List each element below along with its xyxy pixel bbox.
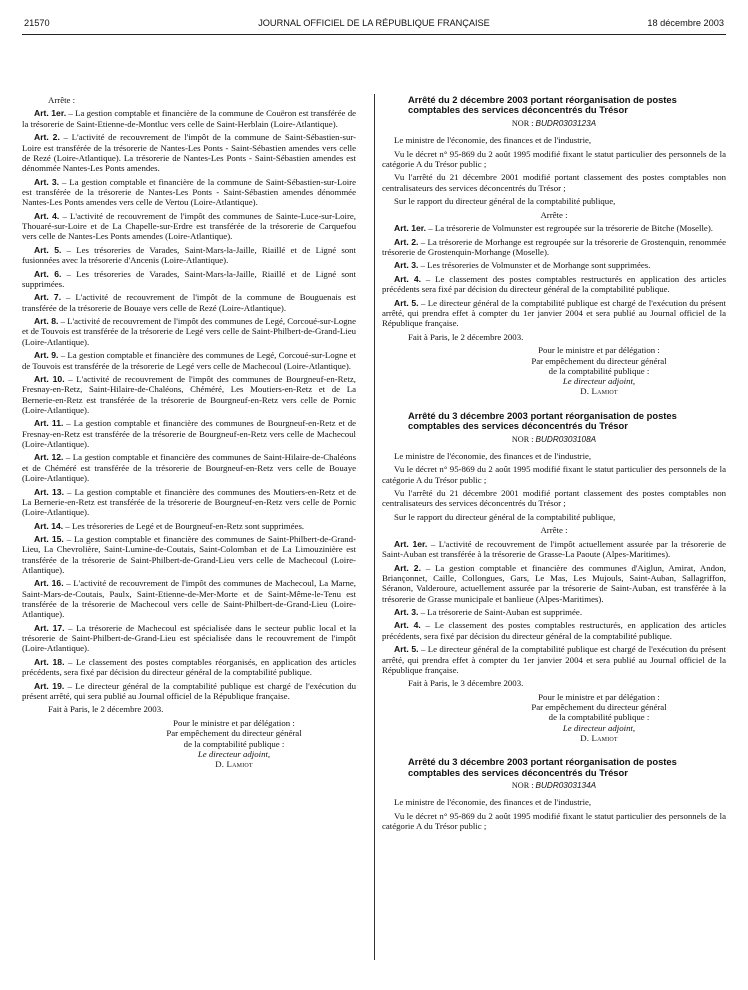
article-text: – L'activité de recouvrement de l'impôt des communes de Bourgneuf-en-Retz, Fresnay-en-Retz, Saint-Hilaire-de-Chaléons, Chéméré, Les Moutiers-en-Retz et de La Bernerie-en-Retz est transférée de la trésorerie de Bourgneuf-en-Retz vers celle de Pornic (Loire-Atlantique). (22, 374, 356, 415)
preamble-paragraph: Le ministre de l'économie, des finances et de l'industrie, (394, 450, 592, 461)
sig-line: Par empêchement du directeur général (531, 355, 667, 366)
article-paragraph (382, 539, 726, 560)
sig-line: de la comptabilité publique : (548, 365, 650, 376)
article-text: – Le directeur général de la comptabilité publique est chargé de l'exécution du présent arrêté, qui prendra effet à compter du 1er janvier 2004 et sera publié au Journal officiel de la République française. (382, 297, 726, 329)
fait-line: Fait à Paris, le 3 décembre 2003. (408, 678, 524, 689)
article-number: Art. 2. (394, 236, 419, 247)
signature-block (382, 345, 726, 396)
article-number: Art. 11. (34, 418, 64, 429)
article-text: – L'activité de recouvrement de l'impôt de la commune de Bouguenais est transférée de la trésorerie de Bouaye vers celle de Rezé (Loire-Atlantique). (22, 292, 356, 313)
article-number: Art. 5. (394, 644, 419, 655)
article-number: Art. 17. (34, 622, 65, 633)
article-number: Art. 8. (34, 316, 59, 327)
article-number: Art. 1er. (394, 538, 428, 549)
fait-line: Fait à Paris, le 2 décembre 2003. (48, 704, 164, 715)
left-articles (22, 108, 356, 701)
article-paragraph (22, 108, 356, 129)
article-paragraph (22, 374, 356, 415)
article-paragraph (382, 274, 726, 295)
decree-1 (382, 95, 726, 397)
article-text: – La gestion comptable et financière de la commune de Saint-Sébastien-sur-Loire est transférée de la trésorerie de Nantes-Les Ponts - Saint-Sébastien amendes dénommée Nantes-Les Ponts amendes vers celle de Vertou (Loire-Atlantique). (22, 176, 357, 208)
sig-name: D. Lamiot (580, 386, 618, 397)
article-paragraph (22, 177, 356, 208)
decree-2 (382, 411, 726, 744)
preamble-paragraph: Sur le rapport du directeur général de la comptabilité publique, (394, 196, 616, 207)
article-number: Art. 3. (34, 176, 60, 187)
article-number: Art. 13. (34, 486, 64, 497)
article-number: Art. 3. (394, 606, 419, 617)
article-text: – La gestion comptable et financière de la commune de Couëron est transférée de la trésorerie de Saint-Etienne-de-Montluc vers celle de Saint-Herblain (Loire-Atlantique). (22, 108, 357, 129)
sig-line: Pour le ministre et par délégation : (538, 345, 660, 356)
article-number: Art. 19. (34, 680, 65, 691)
decree-title: Arrêté du 3 décembre 2003 portant réorganisation de postes comptables des services déconcentrés du Trésor (408, 409, 677, 432)
article-text: – La gestion comptable et financière des communes de Bourgneuf-en-Retz et de Fresnay-en-Retz est transférée de la trésorerie de Bourgneuf-en-Retz vers celle de Machecoul (Loire-Atlantique). (22, 418, 356, 449)
article-text: – La trésorerie de Morhange est regroupée sur la trésorerie de Grostenquin, renommée trésorerie de Grostenquin-Morhange (Moselle). (382, 236, 726, 257)
article-number: Art. 6. (34, 268, 62, 279)
preamble (382, 451, 726, 522)
article-text: – Le classement des postes comptables restructurés en application des articles précédents sera fixé par décision du directeur général de la comptabilité publique. (382, 273, 726, 295)
article-paragraph (22, 350, 356, 371)
article-number: Art. 1er. (394, 223, 427, 234)
signature-block (382, 692, 726, 743)
article-paragraph (22, 269, 356, 290)
preamble-paragraph: Vu l'arrêté du 21 décembre 2001 modifié portant classement des postes comptables non centralisateurs des services déconcentrés du Trésor ; (382, 172, 726, 193)
article-text: – La gestion comptable et financière des communes de Saint-Hilaire-de-Chaléons et de Chéméré est transférée de la trésorerie de Bourgneuf-en-Retz vers celle de Bouaye (Loire-Atlantique). (22, 452, 357, 484)
decree-title: Arrêté du 2 décembre 2003 portant réorganisation de postes comptables des services déconcentrés du Trésor (408, 94, 677, 116)
arrete-label: Arrête : (48, 95, 76, 105)
article-paragraph (382, 298, 726, 329)
article-number: Art. 4. (394, 620, 421, 631)
sig-line: de la comptabilité publique : (548, 712, 650, 723)
article-number: Art. 1er. (34, 108, 67, 119)
preamble-paragraph: Vu l'arrêté du 21 décembre 2001 modifié portant classement des postes comptables non centralisateurs des services déconcentrés du Trésor ; (382, 488, 726, 509)
article-number: Art. 15. (34, 534, 64, 545)
nor-line: NOR : BUDR0303134A (511, 781, 597, 791)
article-paragraph (382, 563, 726, 604)
sig-line: Par empêchement du directeur général (166, 728, 302, 739)
article-text: – L'activité de recouvrement de l'impôt des communes de Sainte-Luce-sur-Loire, Thouaré-sur-Loire et de La Chapelle-sur-Erdre est transférée de la trésorerie de Carquefou vers celle de Nantes-Les Ponts amendes (Loire-Atlantique). (22, 210, 357, 242)
page-header (24, 18, 724, 30)
left-column (22, 95, 356, 769)
article-paragraph (22, 521, 356, 531)
articles (382, 539, 726, 675)
article-text: – La gestion comptable et financière des communes de Saint-Philbert-de-Grand-Lieu, La Chevrolière, Saint-Lumine-de-Coutais, Saint-Colomban et de La Limouzinière est transférée de la trésorerie de Saint-Philbert-de-Grand-Lieu vers celle de Machecoul (Loire-Atlantique). (22, 534, 356, 575)
article-number: Art. 3. (394, 260, 419, 271)
article-paragraph (382, 644, 726, 675)
article-paragraph (22, 316, 356, 347)
article-paragraph (22, 418, 356, 449)
article-number: Art. 14. (34, 520, 64, 531)
article-text: – Les trésoreries de Legé et de Bourgneuf-en-Retz sont supprimées. (65, 520, 305, 531)
article-text: – La trésorerie de Saint-Auban est supprimée. (420, 606, 583, 617)
article-paragraph (382, 620, 726, 641)
article-paragraph (382, 260, 726, 270)
preamble (382, 135, 726, 206)
article-paragraph (22, 657, 356, 678)
article-text: – La gestion comptable et financière des communes d'Aiglun, Amirat, Andon, Briançonnet, Caille, Collongues, Gars, Le Mas, Les Mujouls, Saint-Auban, Sallagriffon, Séranon, Valderoure, actuellement assurée par la trésorerie de Saint-Auban, est transférée à la trésorerie de Grasse municipale et banlieue (Alpes-Maritimes). (382, 562, 727, 604)
article-number: Art. 7. (34, 292, 62, 303)
article-number: Art. 12. (34, 452, 64, 463)
preamble (382, 797, 726, 831)
issue-date: 18 décembre 2003 (647, 18, 724, 28)
article-paragraph (382, 237, 726, 258)
article-paragraph (22, 292, 356, 313)
sig-title: Le directeur adjoint, (562, 722, 636, 733)
article-text: – Le directeur général de la comptabilité publique est chargé de l'exécution du présent arrêté, qui sera publié au Journal officiel de la République française. (22, 680, 357, 701)
article-paragraph (22, 578, 356, 619)
article-text: – Le classement des postes comptables restructurés, en application des articles précédents, sera fixé par décision du directeur général de la comptabilité publique. (382, 620, 726, 641)
article-text: – L'activité de recouvrement de l'impôt des communes de Legé, Corcoué-sur-Logne et de Touvois est transférée de la trésorerie de Legé vers celle de Saint-Philbert-de-Grand-Lieu (Loire-Atlantique). (22, 316, 356, 347)
sig-line: de la comptabilité publique : (183, 738, 285, 749)
article-text: – Le directeur général de la comptabilité publique est chargé de l'exécution du présent arrêté, qui prendra effet à compter du 1er janvier 2004 et sera publié au Journal officiel de la République française. (382, 644, 726, 675)
article-paragraph (22, 452, 356, 483)
preamble-paragraph: Vu le décret n° 95-869 du 2 août 1995 modifié fixant le statut particulier des personnels de la catégorie A du Trésor public ; (382, 810, 726, 832)
article-text: – Les trésoreries de Varades, Saint-Mars-la-Jaille, Riaillé et de Ligné sont fusionnées avec la trésorerie d'Ancenis (Loire-Atlantique). (22, 244, 356, 266)
sig-line: Pour le ministre et par délégation : (173, 717, 295, 728)
nor-line: NOR : BUDR0303108A (511, 434, 597, 444)
article-paragraph (22, 534, 356, 575)
sig-name: D. Lamiot (580, 733, 618, 743)
preamble-paragraph: Le ministre de l'économie, des finances et de l'industrie, (394, 135, 592, 146)
article-number: Art. 16. (34, 578, 64, 589)
article-number: Art. 4. (394, 273, 422, 284)
decree-title: Arrêté du 3 décembre 2003 portant réorganisation de postes comptables des services déconcentrés du Trésor (408, 756, 677, 778)
article-paragraph (382, 607, 726, 617)
article-text: – Les trésoreries de Varades, Saint-Mars-la-Jaille, Riaillé et de Ligné sont supprimées. (22, 268, 356, 289)
article-text: – L'activité de recouvrement de l'impôt de la commune de Saint-Sébastien-sur-Loire est transférée de la trésorerie de Nantes-Les Ponts - Saint-Sébastien amendes vers celle de Rezé (Loire-Atlantique). La trésorerie de Nantes-Les Ponts - Saint-Sébastien amendes est dénommée Nantes-Les Ponts amendes. (22, 132, 357, 174)
sig-name: D. Lamiot (215, 759, 253, 770)
article-number: Art. 5. (34, 244, 62, 255)
article-text: – La gestion comptable et financière des communes de Legé, Corcoué-sur-Logne et de Touvois est transférée de la trésorerie de Legé vers celle de Machecoul (Loire-Atlantique). (22, 350, 356, 371)
article-text: – L'activité de recouvrement de l'impôt actuellement assurée par la trésorerie de Saint-Auban est transférée à la trésorerie de Grasse-La Paoute (Alpes-Maritimes). (382, 538, 726, 560)
signature-block (22, 718, 356, 769)
article-text: – La gestion comptable et financière des communes des Moutiers-en-Retz et de La Bernerie-en-Retz est transférée de la trésorerie de Bourgneuf-en-Retz vers celle de Pornic (Loire-Atlantique). (22, 486, 356, 518)
article-text: – Les trésoreries de Volmunster et de Morhange sont supprimées. (420, 260, 651, 271)
article-text: – L'activité de recouvrement de l'impôt des communes de Machecoul, La Marne, Saint-Mars-de-Coutais, Paulx, Saint-Etienne-de-Mer-Morte et de Saint-Même-le-Tenu est transférée de la trésorerie de Machecoul vers celle de Saint-Philbert-de-Grand-Lieu (Loire-Atlantique). (22, 578, 357, 620)
article-number: Art. 18. (34, 656, 65, 667)
article-number: Art. 2. (394, 562, 421, 573)
sig-line: Pour le ministre et par délégation : (538, 691, 660, 702)
preamble-paragraph: Vu le décret n° 95-869 du 2 août 1995 modifié fixant le statut particulier des personnels de la catégorie A du Trésor public ; (382, 464, 726, 485)
article-paragraph (22, 132, 356, 173)
sig-title: Le directeur adjoint, (562, 376, 636, 387)
preamble-paragraph: Vu le décret n° 95-869 du 2 août 1995 modifié fixant le statut particulier des personnels de la catégorie A du Trésor public ; (382, 148, 726, 169)
right-column (382, 95, 726, 835)
articles (382, 223, 726, 328)
article-text: – La trésorerie de Machecoul est spécialisée dans le secteur public local et la trésorerie de Saint-Philbert-de-Grand-Lieu est spécialisée dans le recouvrement de l'impôt (Loire-Atlantique). (22, 622, 357, 654)
article-number: Art. 10. (34, 374, 65, 384)
decree-3 (382, 757, 726, 831)
column-divider (374, 94, 375, 960)
article-paragraph (382, 223, 726, 233)
nor-line: NOR : BUDR0303123A (511, 118, 597, 128)
sig-line: Par empêchement du directeur général (531, 702, 667, 713)
page-number: 21570 (24, 18, 50, 28)
article-paragraph (22, 211, 356, 242)
preamble-paragraph: Le ministre de l'économie, des finances et de l'industrie, (394, 797, 592, 808)
article-paragraph (22, 487, 356, 518)
journal-title: JOURNAL OFFICIEL DE LA RÉPUBLIQUE FRANÇAISE (258, 18, 490, 28)
article-paragraph (22, 245, 356, 266)
article-paragraph (22, 623, 356, 654)
preamble-paragraph: Sur le rapport du directeur général de la comptabilité publique, (394, 511, 616, 522)
fait-line: Fait à Paris, le 2 décembre 2003. (408, 331, 524, 342)
article-paragraph (22, 681, 356, 702)
article-number: Art. 5. (394, 297, 419, 308)
arrete-label: Arrête : (540, 209, 568, 220)
sig-title: Le directeur adjoint, (197, 748, 271, 759)
article-number: Art. 4. (34, 210, 60, 221)
article-text: – Le classement des postes comptables réorganisés, en application des articles précédents, sera fixé par décision du directeur général de la comptabilité publique. (22, 656, 357, 678)
article-number: Art. 2. (34, 132, 60, 143)
header-rule (22, 34, 726, 35)
arrete-label: Arrête : (540, 525, 568, 536)
article-text: – La trésorerie de Volmunster est regroupée sur la trésorerie de Bitche (Moselle). (428, 223, 713, 234)
article-number: Art. 9. (34, 350, 59, 361)
